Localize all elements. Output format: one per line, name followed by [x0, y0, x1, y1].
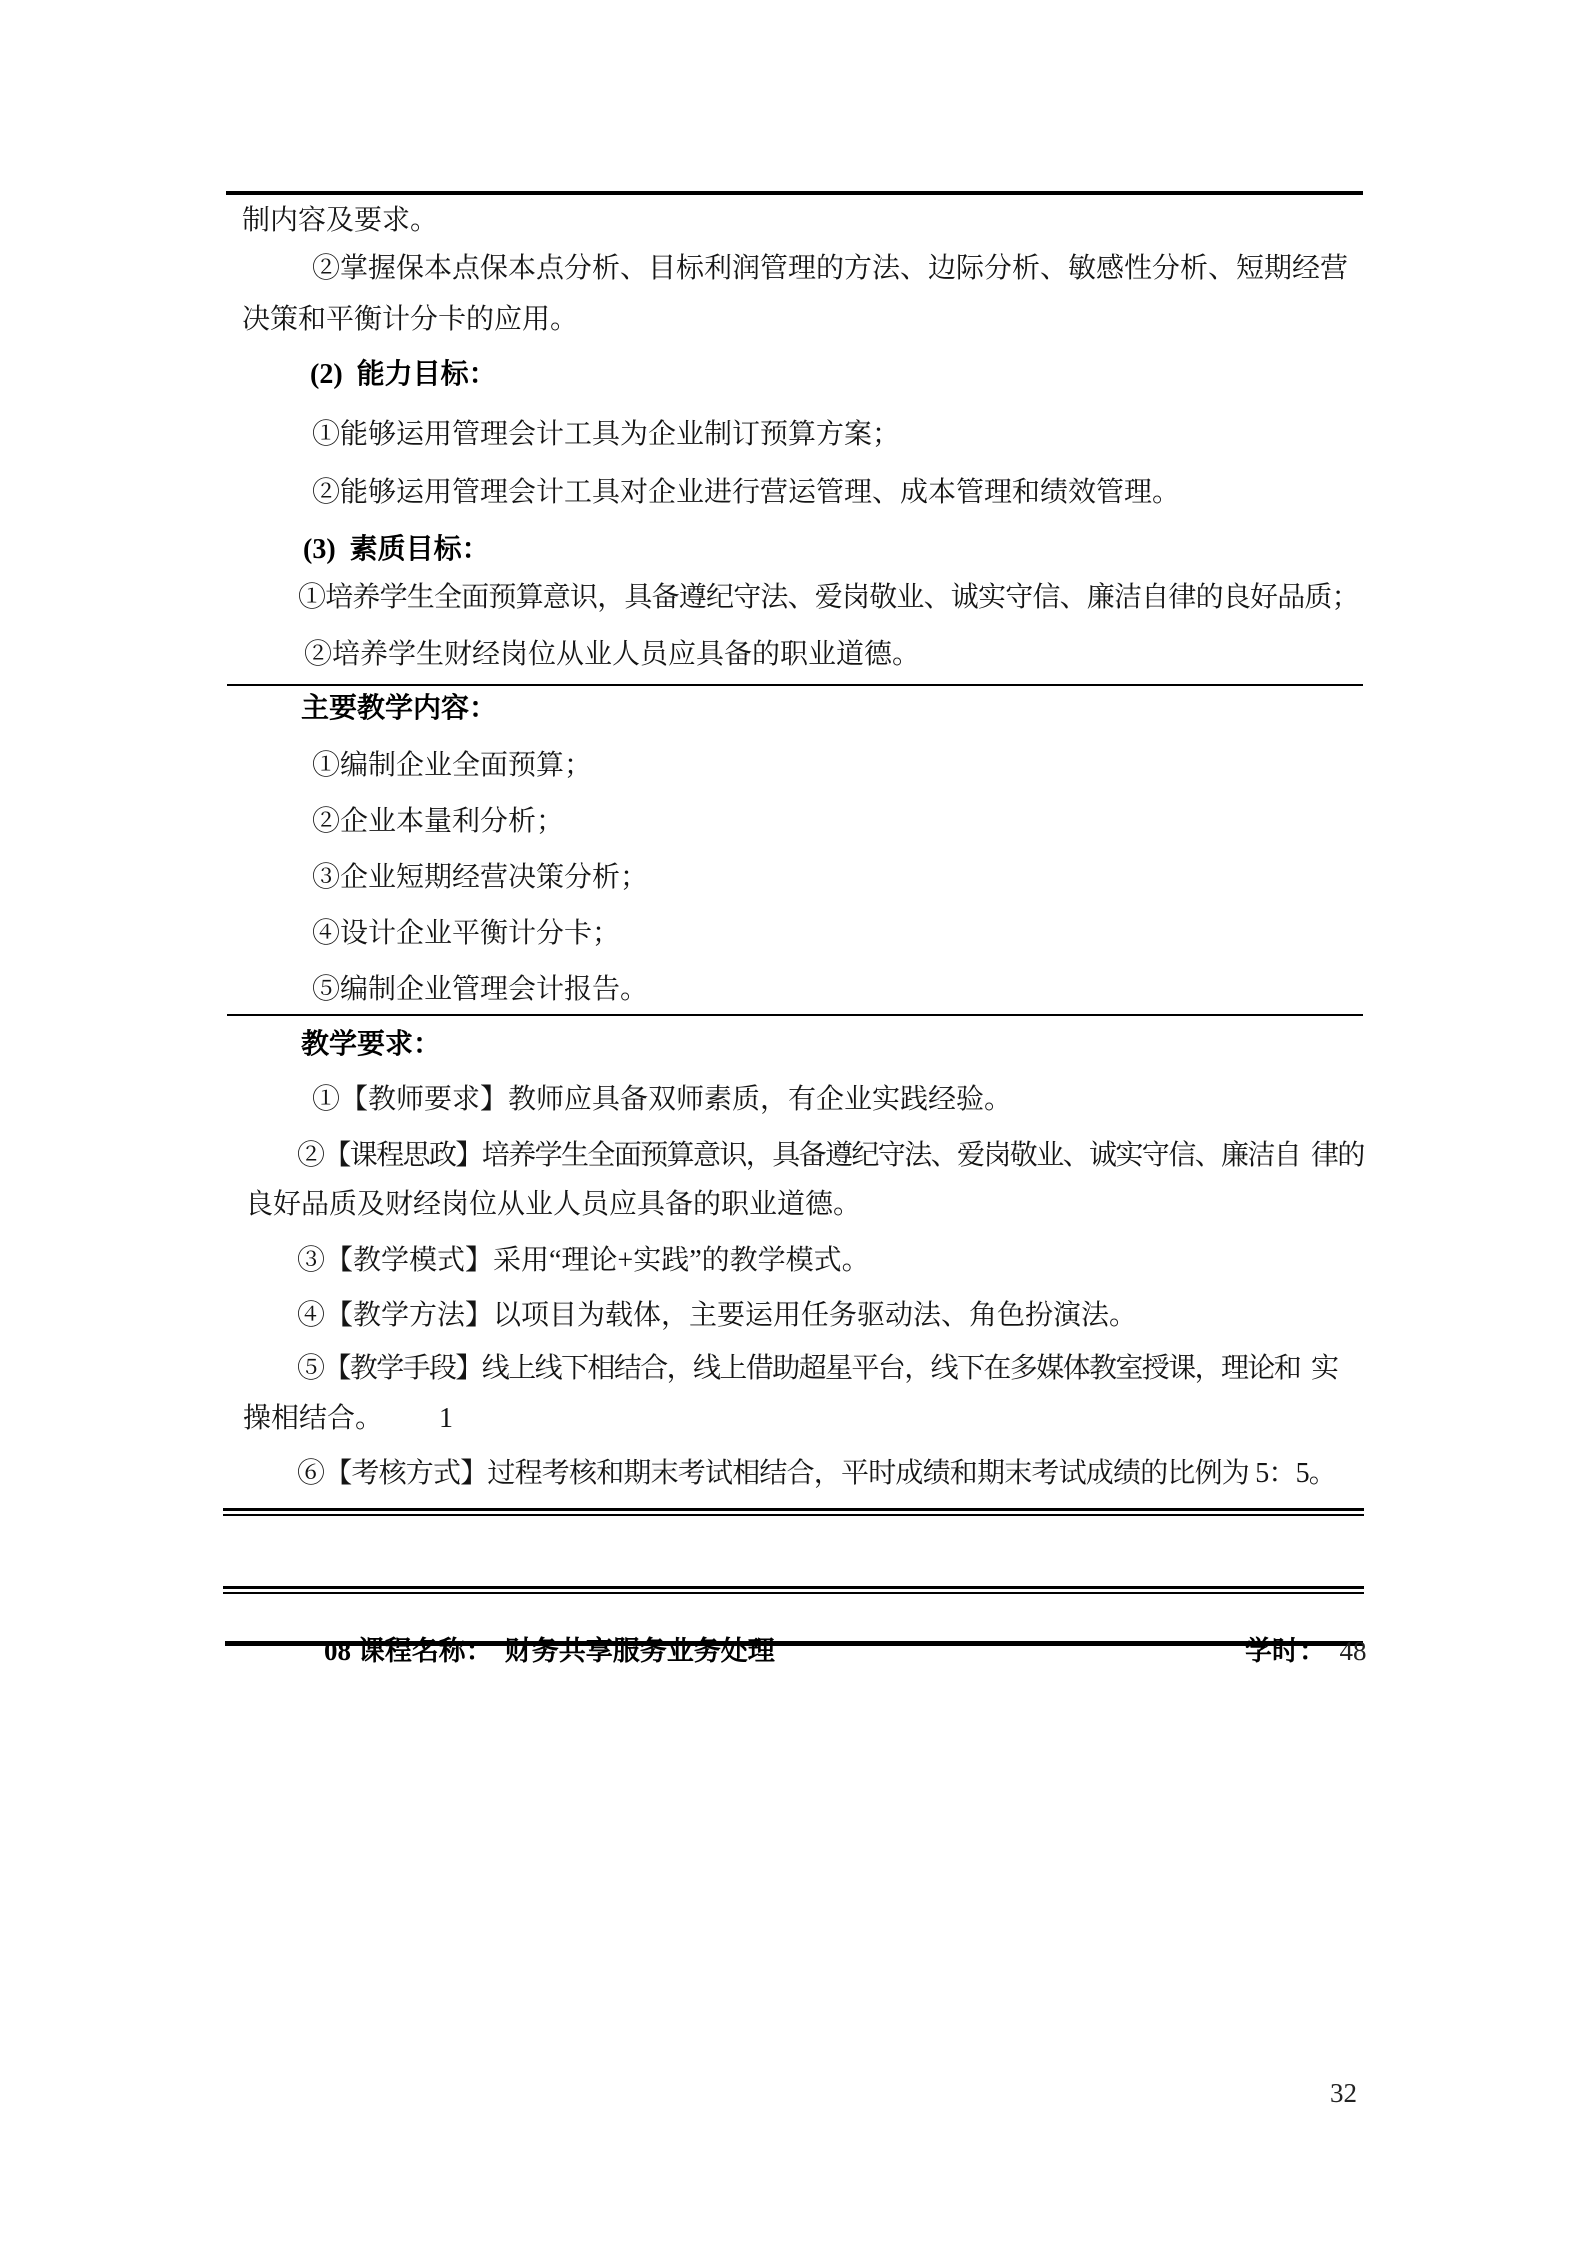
section-heading-teaching-content: 主要教学内容： — [301, 693, 498, 724]
section-heading-teaching-requirements: 教学要求： — [301, 1029, 442, 1060]
text-line: 良好品质及财经岗位从业人员应具备的职业道德。 — [245, 1189, 862, 1220]
text-line: ②能够运用管理会计工具对企业进行营运管理、成本管理和绩效管理。 — [312, 477, 1181, 508]
text-line: ②培养学生财经岗位从业人员应具备的职业道德。 — [304, 639, 921, 670]
text-line: 决策和平衡计分卡的应用。 — [242, 304, 579, 335]
course-hours — [1218, 1598, 1367, 1699]
text-line: 操相结合。 1 — [243, 1403, 454, 1434]
section-heading-ability-objectives: (2) 能力目标： — [310, 359, 497, 390]
text-line: ③【教学模式】采用“理论+实践”的教学模式。 — [297, 1245, 870, 1276]
text-line: ⑥【考核方式】过程考核和期末考试相结合，平时成绩和期末考试成绩的比例为 5：5。 — [297, 1458, 1337, 1489]
course-name: 财务共享服务业务处理 — [504, 1636, 775, 1666]
page-number: 32 — [1330, 2078, 1357, 2108]
course-number-label: 08 课程名称： — [324, 1636, 493, 1666]
text-line: ①编制企业全面预算； — [312, 750, 593, 781]
text-line: ②【课程思政】培养学生全面预算意识，具备遵纪守法、爱岗敬业、诚实守信、廉洁自 律的 — [297, 1140, 1364, 1171]
table-border-thin-2 — [227, 1014, 1363, 1016]
text-line: ①培养学生全面预算意识，具备遵纪守法、爱岗敬业、诚实守信、廉洁自律的良好品质； — [298, 582, 1359, 613]
text-line: 制内容及要求。 — [242, 205, 439, 236]
text-line: ④【教学方法】以项目为载体，主要运用任务驱动法、角色扮演法。 — [297, 1300, 1138, 1331]
table-border-top-thick — [226, 191, 1363, 195]
table-border-double-1 — [223, 1508, 1364, 1516]
course-header-row — [297, 1598, 775, 1699]
text-line: ③企业短期经营决策分析； — [312, 862, 649, 893]
text-line: ⑤编制企业管理会计报告。 — [312, 974, 649, 1005]
section-heading-quality-objectives: (3) 素质目标： — [303, 534, 490, 565]
text-line: ⑤【教学手段】线上线下相结合，线上借助超星平台，线下在多媒体教室授课，理论和 实 — [297, 1353, 1338, 1384]
text-line: ①能够运用管理会计工具为企业制订预算方案； — [312, 419, 901, 450]
text-line: ②企业本量利分析； — [312, 806, 565, 837]
text-line: ④设计企业平衡计分卡； — [312, 918, 621, 949]
text-line: ①【教师要求】教师应具备双师素质，有企业实践经验。 — [312, 1084, 1013, 1115]
text-line: ②掌握保本点保本点分析、目标利润管理的方法、边际分析、敏感性分析、短期经营 — [312, 253, 1349, 284]
table-border-double-2 — [223, 1586, 1364, 1594]
hours-value: 48 — [1339, 1636, 1367, 1666]
table-border-thin-1 — [227, 684, 1363, 686]
hours-label: 学时： — [1245, 1636, 1326, 1666]
